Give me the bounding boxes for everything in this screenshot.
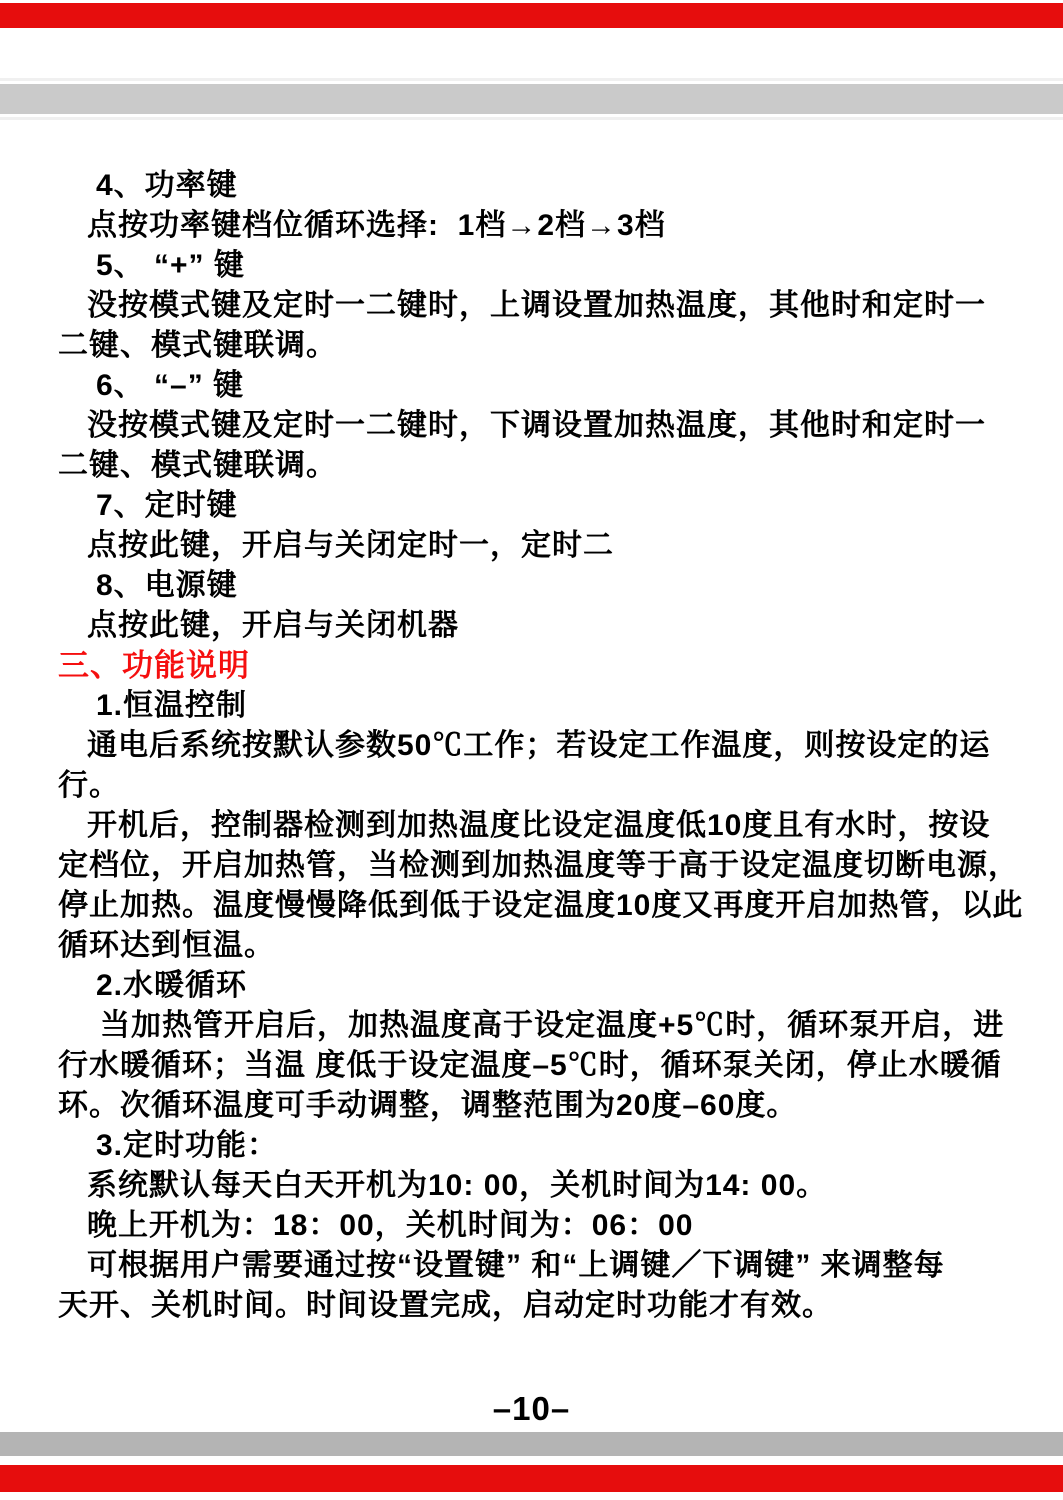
doc-line: 系统默认每天白天开机为10: 00，关机时间为14: 00。	[87, 1169, 828, 1202]
doc-line: 晚上开机为：18：00，关机时间为：06：00	[87, 1209, 694, 1242]
top-gray-bar	[0, 84, 1063, 114]
doc-line: 天开、关机时间。时间设置完成，启动定时功能才有效。	[58, 1289, 833, 1322]
doc-line: 行。	[58, 769, 120, 802]
doc-line: 行水暖循环；当温 度低于设定温度–5℃时，循环泵关闭，停止水暖循	[58, 1049, 1002, 1082]
doc-line: 2.水暖循环	[96, 969, 248, 1002]
doc-line: 通电后系统按默认参数50℃工作；若设定工作温度，则按设定的运	[87, 729, 991, 762]
doc-line: 定档位，开启加热管，当检测到加热温度等于高于设定温度切断电源，	[58, 849, 1019, 882]
doc-line: 可根据用户需要通过按“设置键” 和“上调键／下调键” 来调整每	[87, 1249, 945, 1282]
doc-line: 环。次循环温度可手动调整，调整范围为20度–60度。	[58, 1089, 798, 1122]
doc-line: 点按功率键档位循环选择: 1档→2档→3档	[87, 209, 666, 242]
top-red-bar	[0, 3, 1063, 28]
doc-line: 循环达到恒温。	[58, 929, 275, 962]
doc-line: 8、电源键	[96, 569, 238, 602]
doc-line: 开机后，控制器检测到加热温度比设定温度低10度且有水时，按设	[87, 809, 991, 842]
doc-line: 没按模式键及定时一二键时，下调设置加热温度，其他时和定时一	[87, 409, 986, 442]
doc-line: 7、定时键	[96, 489, 238, 522]
doc-line: 没按模式键及定时一二键时，上调设置加热温度，其他时和定时一	[87, 289, 986, 322]
doc-line: 停止加热。温度慢慢降低到低于设定温度10度又再度开启加热管，以此	[58, 889, 1024, 922]
doc-line: 5、 “+” 键	[96, 249, 245, 282]
page-number: –10–	[492, 1390, 571, 1427]
bottom-red-bar	[0, 1465, 1063, 1492]
doc-line: 点按此键，开启与关闭机器	[87, 609, 459, 642]
section-heading: 三、功能说明	[58, 648, 250, 683]
doc-line: 点按此键，开启与关闭定时一，定时二	[87, 529, 614, 562]
doc-line: 1.恒温控制	[96, 689, 248, 722]
bottom-gray-bar	[0, 1432, 1063, 1456]
doc-line: 6、 “–” 键	[96, 369, 245, 402]
doc-line: 二键、模式键联调。	[58, 449, 337, 482]
doc-line: 当加热管开启后，加热温度高于设定温度+5℃时，循环泵开启，进	[100, 1009, 1005, 1042]
doc-line: 3.定时功能：	[96, 1129, 279, 1162]
doc-line: 4、功率键	[96, 169, 238, 202]
doc-line: 二键、模式键联调。	[58, 329, 337, 362]
document-body	[58, 166, 1024, 1326]
